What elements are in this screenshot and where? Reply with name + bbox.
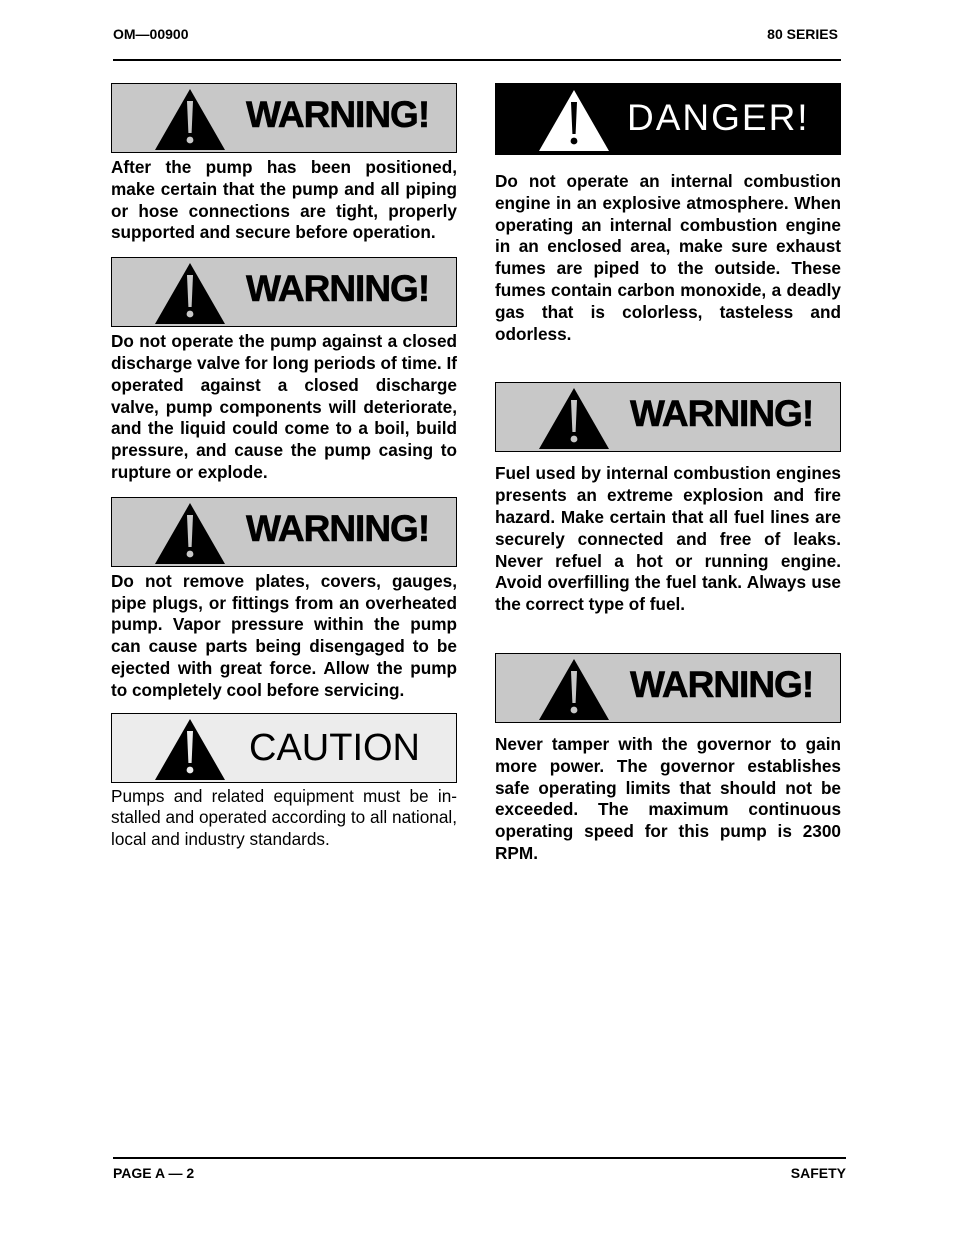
warning-block-positioning <box>111 83 457 244</box>
footer-rule <box>113 1157 846 1159</box>
exclamation-triangle-icon <box>538 88 610 152</box>
signal-word: WARNING! <box>630 393 814 435</box>
right-column <box>495 83 841 865</box>
warning-sign <box>111 83 457 153</box>
warning-text: Do not remove plates, covers, gauges, pipe plugs, or fittings from an overheated pump. Vapor pressure within the pump can cause parts being disengaged to be ejected with great force. Allow the pump to completely cool before servicing. <box>111 570 457 700</box>
signal-word: WARNING! <box>246 507 430 549</box>
page-header <box>113 26 838 46</box>
exclamation-triangle-icon <box>154 261 226 325</box>
warning-sign <box>495 382 841 452</box>
series-label: 80 SERIES <box>767 26 838 42</box>
warning-block-governor <box>495 653 841 865</box>
signal-word: CAUTION <box>249 726 420 769</box>
caution-block-standards <box>111 713 457 851</box>
exclamation-triangle-icon <box>154 717 226 781</box>
danger-text: Do not operate an internal combustion engine in an explosive atmosphere. When operating an internal combustion engine in an enclosed area, make sure exhaust fumes are piped to the outside. These fumes contain carbon monoxide, a deadly gas that is colorless, tasteless and odorless. <box>495 171 841 344</box>
caution-text: Pumps and related equipment must be installed and operated according to all national, local and industry standards. <box>111 785 457 850</box>
warning-text: Fuel used by internal combustion engines presents an extreme explosion and fire hazard. Make certain that all fuel lines are securely connected and free of leaks. Never refuel a hot or running engine. Avoid overfilling the fuel tank. Always use the correct type of fuel. <box>495 463 841 615</box>
warning-sign <box>111 257 457 327</box>
section-label: SAFETY <box>790 1165 846 1181</box>
warning-text: Do not operate the pump against a closed discharge valve for long periods of time. If operated against a closed discharge valve, pump components will deteriorate, and the liquid could come to a boil, build pressure, and cause the pump casing to rupture or explode. <box>111 331 457 482</box>
signal-word: WARNING! <box>630 663 814 705</box>
exclamation-triangle-icon <box>154 87 226 151</box>
warning-sign <box>111 497 457 567</box>
warning-sign <box>495 653 841 723</box>
header-rule <box>113 59 841 61</box>
page-footer <box>113 1165 846 1185</box>
danger-sign <box>495 83 841 155</box>
danger-block-combustion-engine <box>495 83 841 345</box>
warning-text: After the pump has been positioned, make certain that the pump and all piping or hose connections are tight, properly supported and secure before operation. <box>111 157 457 243</box>
warning-block-fuel <box>495 382 841 616</box>
left-column <box>111 83 457 851</box>
signal-word: WARNING! <box>246 94 430 135</box>
warning-block-discharge-valve <box>111 257 457 484</box>
caution-sign <box>111 713 457 783</box>
warning-text: Never tamper with the governor to gain more power. The governor establishes safe operating limits that should not be exceeded. The maximum continuous operating speed for this pump is 2300 RPM. <box>495 733 841 863</box>
doc-number: OM—00900 <box>113 26 189 42</box>
signal-word: DANGER! <box>627 97 810 138</box>
warning-block-overheated-pump <box>111 497 457 702</box>
exclamation-triangle-icon <box>538 386 610 450</box>
signal-word: WARNING! <box>246 268 430 310</box>
exclamation-triangle-icon <box>154 501 226 565</box>
exclamation-triangle-icon <box>538 657 610 721</box>
page-number: PAGE A — 2 <box>113 1165 195 1181</box>
